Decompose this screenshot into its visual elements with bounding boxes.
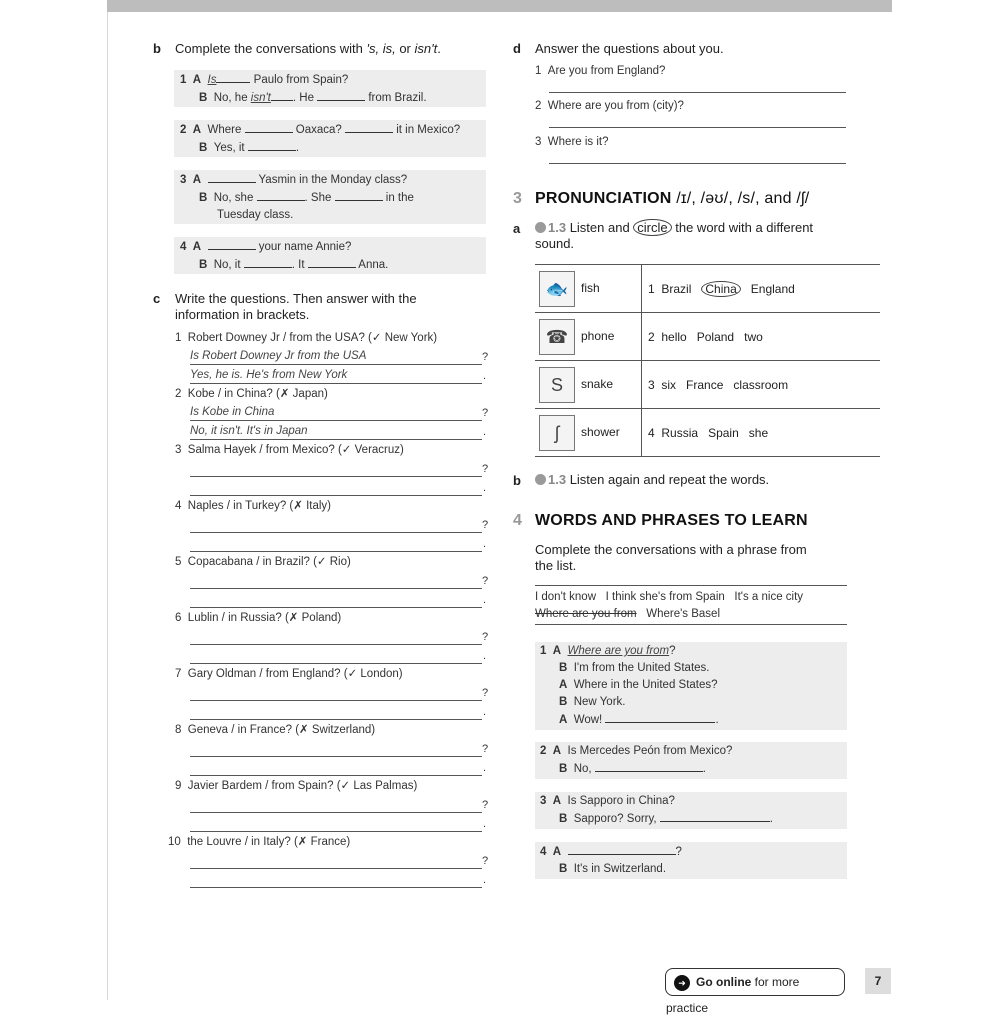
c-question-line[interactable] <box>190 796 482 813</box>
section-b-instruction: Complete the conversations with 's, is, or isn't. <box>175 41 441 56</box>
section-4-number: 4 <box>513 512 522 529</box>
phrase-list-bottom-rule <box>535 624 847 625</box>
c-question-line[interactable]: Is Robert Downey Jr from the USA <box>190 348 482 365</box>
c-question-line[interactable] <box>190 740 482 757</box>
conv-2: 2 A Is Mercedes Peón from Mexico? B No, . <box>540 745 733 775</box>
snake-icon: S <box>539 367 575 403</box>
pron-word[interactable]: England <box>750 281 795 296</box>
pron-key-word: shower <box>581 424 620 439</box>
fish-icon: 🐟 <box>539 271 575 307</box>
dialogue-1: 1 A Is Paulo from Spain? B No, he isn't . He from Brazil. <box>180 71 490 107</box>
arrow-icon: ➜ <box>674 975 690 991</box>
c-answer-line[interactable]: No, it isn't. It's in Japan <box>190 423 482 440</box>
c-item-prompt: 5 Copacabana / in Brazil? (✓ Rio) <box>175 556 351 568</box>
c-answer-line[interactable] <box>190 815 482 832</box>
pron-a-instruction: 1.3 Listen and circle the word with a different sound. <box>535 220 814 251</box>
question-mark: ? <box>482 631 489 643</box>
pron-word[interactable]: two <box>744 329 763 344</box>
c-item-prompt: 1 Robert Downey Jr / from the USA? (✓ New York) <box>175 332 438 344</box>
c-answer-line[interactable] <box>190 871 482 888</box>
period-mark: . <box>483 874 487 886</box>
c-item-prompt: 2 Kobe / in China? (✗ Japan) <box>175 388 328 400</box>
pron-key-word: fish <box>581 280 600 295</box>
c-item-prompt: 7 Gary Oldman / from England? (✓ London) <box>175 668 403 680</box>
pron-word[interactable]: China <box>701 281 740 297</box>
shower-icon: ʃ <box>539 415 575 451</box>
c-item-prompt: 8 Geneva / in France? (✗ Switzerland) <box>175 724 376 736</box>
conv-3: 3 A Is Sapporo in China? B Sapporo? Sorry, . <box>540 795 773 825</box>
pron-word[interactable]: Brazil <box>661 281 692 296</box>
scan-top-edge <box>107 0 892 12</box>
audio-icon[interactable] <box>535 474 546 485</box>
c-item-prompt: 9 Javier Bardem / from Spain? (✓ Las Palmas) <box>175 780 418 792</box>
pron-word[interactable]: Spain <box>708 425 739 440</box>
question-mark: ? <box>482 575 489 587</box>
c-answer-line[interactable] <box>190 647 482 664</box>
conv-1: 1 A Where are you from? B I'm from the United States. A Where in the United States? B New York. A Wow! . <box>540 645 719 726</box>
c-item-prompt: 6 Lublin / in Russia? (✗ Poland) <box>175 612 342 624</box>
pron-row <box>535 409 880 457</box>
pron-word[interactable]: France <box>686 377 724 392</box>
c-question-line[interactable] <box>190 628 482 645</box>
c-question-line[interactable] <box>190 684 482 701</box>
pron-key-word: snake <box>581 376 614 391</box>
period-mark: . <box>483 650 487 662</box>
question-mark: ? <box>482 463 489 475</box>
audio-icon[interactable] <box>535 222 546 233</box>
period-mark: . <box>483 594 487 606</box>
c-answer-line[interactable] <box>190 591 482 608</box>
pronunciation-title: PRONUNCIATION /ɪ/, /əʊ/, /s/, and /ʃ/ <box>535 190 810 207</box>
go-online-badge[interactable]: ➜ Go online for more practice <box>665 968 845 996</box>
section-b-letter: b <box>153 41 161 56</box>
period-mark: . <box>483 370 487 382</box>
question-mark: ? <box>482 799 489 811</box>
d-answer-line-3[interactable] <box>549 163 846 164</box>
pron-key-word: phone <box>581 328 615 343</box>
period-mark: . <box>483 426 487 438</box>
conv-4: 4 A ? B It's in Switzerland. <box>540 843 845 878</box>
pron-word[interactable]: Russia <box>661 425 699 440</box>
c-question-line[interactable] <box>190 516 482 533</box>
question-mark: ? <box>482 407 489 419</box>
pron-word[interactable]: six <box>661 377 677 392</box>
c-item-prompt: 3 Salma Hayek / from Mexico? (✓ Veracruz) <box>175 444 404 456</box>
answer-is: Is <box>207 74 217 86</box>
question-mark: ? <box>482 519 489 531</box>
c-item-prompt: 4 Naples / in Turkey? (✗ Italy) <box>175 500 332 512</box>
dialogue-4: 4 A your name Annie? B No, it . It Anna. <box>180 238 490 274</box>
dialogue-2: 2 A Where Oaxaca? it in Mexico? B Yes, it . <box>180 121 490 157</box>
d-answer-line-2[interactable] <box>549 127 846 128</box>
pron-word[interactable]: she <box>748 425 769 440</box>
period-mark: . <box>483 818 487 830</box>
question-mark: ? <box>482 351 489 363</box>
pron-row-number: 1 <box>648 281 655 296</box>
d-answer-line-1[interactable] <box>549 92 846 93</box>
period-mark: . <box>483 706 487 718</box>
pron-row-number: 3 <box>648 377 655 392</box>
words-title: WORDS AND PHRASES TO LEARN <box>535 512 808 529</box>
d-item-2: 2 Where are you from (city)? <box>535 100 684 112</box>
phone-icon: ☎ <box>539 319 575 355</box>
section-c-letter: c <box>153 291 161 306</box>
section-d-instruction: Answer the questions about you. <box>535 41 724 56</box>
page-number: 7 <box>865 968 891 994</box>
pron-b-instruction: 1.3 Listen again and repeat the words. <box>535 472 835 488</box>
d-item-1: 1 Are you from England? <box>535 65 666 77</box>
d-item-3: 3 Where is it? <box>535 136 609 148</box>
question-mark: ? <box>482 687 489 699</box>
period-mark: . <box>483 762 487 774</box>
dialogue-3: 3 A Yasmin in the Monday class? B No, she . She in the Tuesday class. <box>180 171 490 224</box>
pron-b-letter: b <box>513 473 521 488</box>
c-answer-line[interactable] <box>190 535 482 552</box>
c-item-prompt: 10 the Louvre / in Italy? (✗ France) <box>168 836 351 848</box>
words-instruction: Complete the conversations with a phrase from the list. <box>535 542 807 573</box>
phrase-list: I don't know I think she's from Spain It's a nice city Where are you from Where's Basel <box>535 591 804 620</box>
question-mark: ? <box>482 855 489 867</box>
pron-row-number: 2 <box>648 329 655 344</box>
pron-row <box>535 361 880 409</box>
pron-row <box>535 265 880 313</box>
c-answer-line[interactable] <box>190 703 482 720</box>
c-answer-line[interactable] <box>190 759 482 776</box>
period-mark: . <box>483 538 487 550</box>
pron-word[interactable]: hello <box>661 329 687 344</box>
pron-a-letter: a <box>513 221 521 236</box>
period-mark: . <box>483 482 487 494</box>
pron-word[interactable]: classroom <box>733 377 789 392</box>
pron-word[interactable]: Poland <box>696 329 735 344</box>
section-3-number: 3 <box>513 190 522 207</box>
c-question-line[interactable] <box>190 572 482 589</box>
c-question-line[interactable] <box>190 460 482 477</box>
section-c-instruction: Write the questions. Then answer with the information in brackets. <box>175 291 417 322</box>
pron-row-number: 4 <box>648 425 655 440</box>
section-d-letter: d <box>513 41 521 56</box>
c-answer-line[interactable] <box>190 479 482 496</box>
pron-row <box>535 313 880 361</box>
pronunciation-table <box>535 264 880 457</box>
phrase-list-top-rule <box>535 585 847 586</box>
c-question-line[interactable]: Is Kobe in China <box>190 404 482 421</box>
c-answer-line[interactable]: Yes, he is. He's from New York <box>190 367 482 384</box>
c-question-line[interactable] <box>190 852 482 869</box>
question-mark: ? <box>482 743 489 755</box>
